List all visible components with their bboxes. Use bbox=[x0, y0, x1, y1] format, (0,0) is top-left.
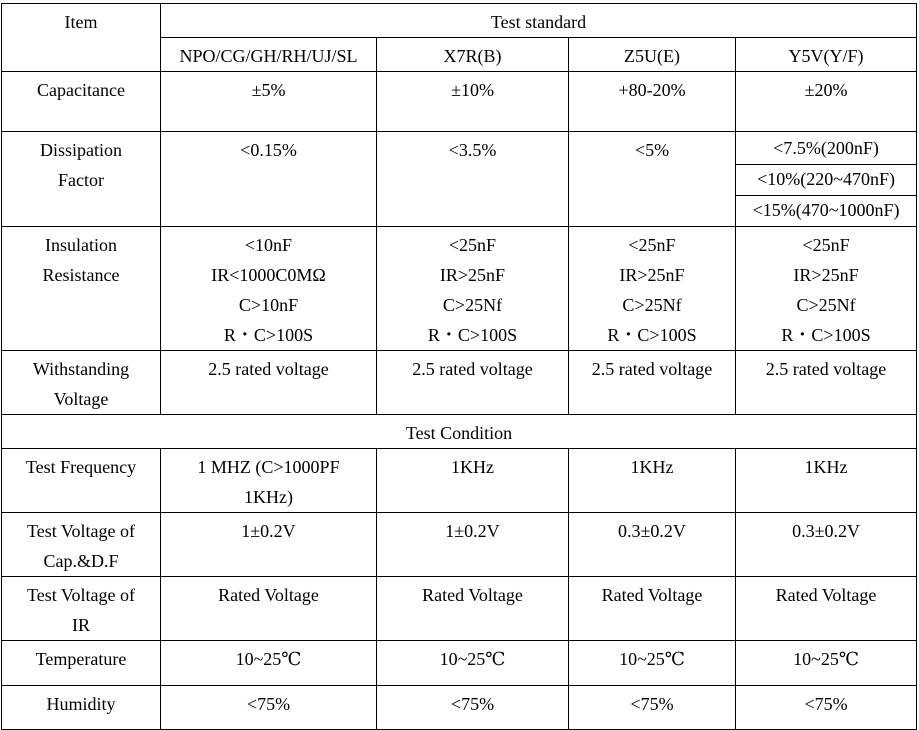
value-cell: 1KHz bbox=[377, 449, 569, 513]
value-line: <25nF bbox=[628, 235, 676, 255]
value-cell: ±5% bbox=[161, 72, 377, 132]
value-cell: ±10% bbox=[377, 72, 569, 132]
sub-value: <15%(470~1000nF) bbox=[736, 195, 916, 226]
value-line: <10nF bbox=[244, 235, 293, 255]
value-cell: 1KHz bbox=[736, 449, 917, 513]
row-label bbox=[2, 577, 161, 641]
value-line: IR>25nF bbox=[793, 265, 859, 285]
value-cell: <75% bbox=[569, 686, 736, 730]
value-cell: 2.5 rated voltage bbox=[161, 351, 377, 415]
label-line: Cap.&D.F bbox=[43, 551, 119, 571]
capacitance-row bbox=[2, 72, 917, 132]
value-line: R・C>100S bbox=[781, 325, 871, 345]
value-cell: Rated Voltage bbox=[569, 577, 736, 641]
value-cell: Rated Voltage bbox=[736, 577, 917, 641]
value-cell bbox=[161, 449, 377, 513]
value-cell: Rated Voltage bbox=[161, 577, 377, 641]
column-header: NPO/CG/GH/RH/UJ/SL bbox=[161, 38, 377, 72]
y5v-dissipation-cell bbox=[736, 132, 917, 227]
row-label bbox=[2, 513, 161, 577]
value-cell: <75% bbox=[377, 686, 569, 730]
row-label bbox=[2, 351, 161, 415]
value-line: <25nF bbox=[448, 235, 497, 255]
value-line: 1KHz) bbox=[244, 487, 293, 507]
value-line: 1 MHZ (C>1000PF bbox=[197, 457, 340, 477]
row-label: Humidity bbox=[2, 686, 161, 730]
value-cell: 2.5 rated voltage bbox=[569, 351, 736, 415]
test-voltage-ir-row bbox=[2, 577, 917, 641]
value-cell: 1±0.2V bbox=[161, 513, 377, 577]
value-line: IR>25nF bbox=[439, 265, 506, 285]
value-line: IR>25nF bbox=[619, 265, 685, 285]
row-label: Temperature bbox=[2, 641, 161, 686]
column-header: X7R(B) bbox=[377, 38, 569, 72]
value-line: R・C>100S bbox=[223, 325, 314, 345]
test-standard-header: Test standard bbox=[161, 4, 917, 38]
label-line: Dissipation bbox=[39, 140, 122, 160]
test-frequency-row bbox=[2, 449, 917, 513]
value-cell: Rated Voltage bbox=[377, 577, 569, 641]
value-cell: <75% bbox=[161, 686, 377, 730]
value-cell: 10~25℃ bbox=[377, 641, 569, 686]
value-cell: <5% bbox=[569, 132, 736, 227]
value-cell: <3.5% bbox=[377, 132, 569, 227]
value-cell: 10~25℃ bbox=[736, 641, 917, 686]
value-cell: 1±0.2V bbox=[377, 513, 569, 577]
value-cell bbox=[377, 227, 569, 351]
test-condition-row bbox=[2, 415, 917, 449]
value-cell: 0.3±0.2V bbox=[736, 513, 917, 577]
value-line: IR<1000C0MΩ bbox=[211, 265, 326, 285]
value-line: R・C>100S bbox=[427, 325, 518, 345]
withstanding-row bbox=[2, 351, 917, 415]
value-line: C>25Nf bbox=[622, 295, 682, 315]
label-line: Insulation bbox=[45, 235, 117, 255]
row-label bbox=[2, 227, 161, 351]
specs-table bbox=[1, 3, 917, 730]
value-cell bbox=[569, 227, 736, 351]
value-cell bbox=[736, 227, 917, 351]
value-cell: 10~25℃ bbox=[569, 641, 736, 686]
test-condition-header: Test Condition bbox=[2, 415, 917, 449]
value-line: R・C>100S bbox=[607, 325, 697, 345]
column-header: Z5U(E) bbox=[569, 38, 736, 72]
value-cell: 2.5 rated voltage bbox=[377, 351, 569, 415]
label-line: Test Voltage of bbox=[26, 585, 136, 605]
value-cell: 0.3±0.2V bbox=[569, 513, 736, 577]
value-cell bbox=[161, 227, 377, 351]
label-line: Test Voltage of bbox=[26, 521, 136, 541]
sub-value: <10%(220~470nF) bbox=[736, 164, 916, 195]
value-cell: 2.5 rated voltage bbox=[736, 351, 917, 415]
value-cell: +80-20% bbox=[569, 72, 736, 132]
label-line: Resistance bbox=[42, 265, 120, 285]
test-voltage-cap-row bbox=[2, 513, 917, 577]
row-label bbox=[2, 132, 161, 227]
label-line: Factor bbox=[58, 170, 104, 190]
temperature-row bbox=[2, 641, 917, 686]
value-cell: <0.15% bbox=[161, 132, 377, 227]
value-line: C>25Nf bbox=[442, 295, 503, 315]
item-header: Item bbox=[2, 4, 161, 72]
insulation-row bbox=[2, 227, 917, 351]
dissipation-row bbox=[2, 132, 917, 227]
value-cell: 1KHz bbox=[569, 449, 736, 513]
label-line: Withstanding bbox=[32, 359, 130, 379]
value-cell: ±20% bbox=[736, 72, 917, 132]
value-cell: <75% bbox=[736, 686, 917, 730]
value-line: C>25Nf bbox=[796, 295, 856, 315]
value-line: C>10nF bbox=[238, 295, 299, 315]
humidity-row bbox=[2, 686, 917, 730]
sub-value: <7.5%(200nF) bbox=[773, 138, 879, 158]
label-line: Voltage bbox=[53, 389, 109, 409]
label-line: IR bbox=[72, 615, 90, 635]
row-label: Test Frequency bbox=[2, 449, 161, 513]
value-cell: 10~25℃ bbox=[161, 641, 377, 686]
row-label: Capacitance bbox=[2, 72, 161, 132]
header-row-1 bbox=[2, 4, 917, 38]
value-line: <25nF bbox=[802, 235, 850, 255]
column-header: Y5V(Y/F) bbox=[736, 38, 917, 72]
